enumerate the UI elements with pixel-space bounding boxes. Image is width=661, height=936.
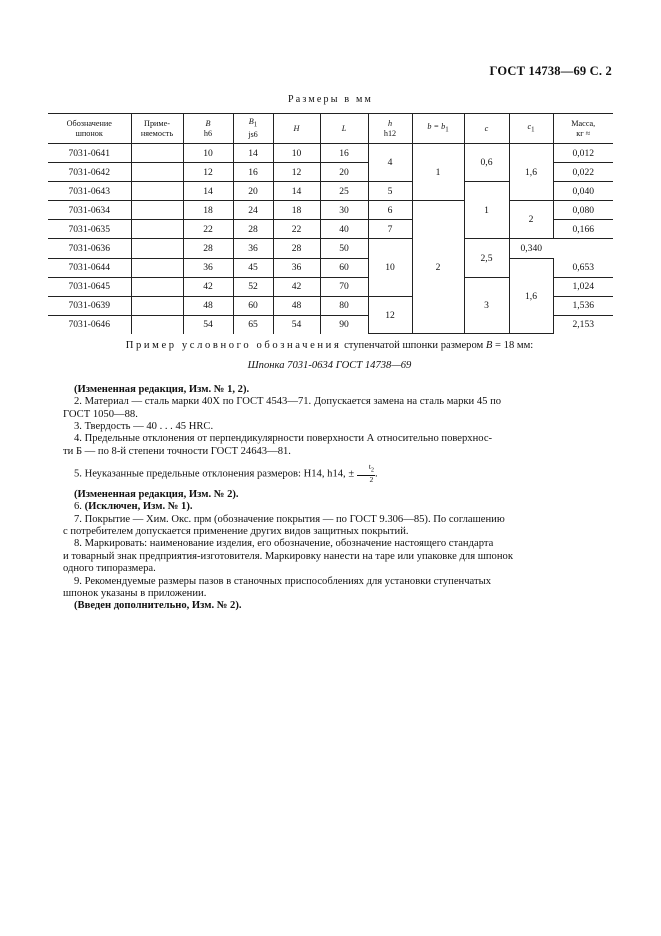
cell-h-large: 14	[273, 182, 320, 201]
paragraph-9: 9. Рекомендуемые размеры пазов в станочных приспособлениях для установки ступенчатых	[74, 575, 492, 587]
cell-h-large: 54	[273, 315, 320, 334]
cell-b1: 65	[233, 315, 273, 334]
paragraph-3: 3. Твердость — 40 . . . 45 HRC.	[74, 421, 214, 433]
paragraph-5: 5. Неуказанные предельные отклонения размеров: H14, h14, ± $\frac{t_2}{2}$ .	[74, 462, 378, 484]
cell-b: 48	[183, 296, 233, 315]
cell-h-large: 18	[273, 201, 320, 220]
cell-applicability	[131, 239, 183, 258]
cell-mass: 0,012	[553, 144, 613, 163]
cell-designation: 7031-0641	[48, 144, 131, 163]
col-header-h-large: H	[273, 114, 320, 144]
cell-c1: 1,6	[509, 144, 553, 201]
paragraph-4: 4. Предельные отклонения от перпендикулярности поверхности А относительно поверхнос-	[74, 433, 493, 445]
cell-l: 70	[320, 277, 368, 296]
cell-mass: 0,080	[553, 201, 613, 220]
cell-b1: 20	[233, 182, 273, 201]
cell-applicability	[131, 258, 183, 277]
tolerance-fraction: $\frac{t_2}{2}$	[357, 463, 375, 484]
col-header-applicability: Приме- няемость	[131, 114, 183, 144]
paragraph-2-cont: ГОСТ 1050—88.	[63, 408, 138, 420]
cell-b: 28	[183, 239, 233, 258]
cell-b: 10	[183, 144, 233, 163]
cell-h-large: 12	[273, 163, 320, 182]
designation-example: Пример условного обозначения ступенчатой шпонки размером B = 18 мм:	[125, 340, 534, 351]
cell-b1: 14	[233, 144, 273, 163]
cell-designation: 7031-0646	[68, 319, 111, 331]
cell-mass: 0,022	[553, 163, 613, 182]
paragraph-6: 6. (Исключен, Изм. № 1).	[74, 501, 193, 513]
paragraph-7-cont: с потребителем допускается применение других видов защитных покрытий.	[63, 525, 409, 537]
cell-mass: 0,653	[553, 258, 613, 277]
cell-b: 18	[183, 201, 233, 220]
cell-h-large: 42	[273, 277, 320, 296]
paragraph-4-cont: ти Б — по 8-й степени точности ГОСТ 24643—81.	[63, 445, 291, 457]
cell-l: 40	[320, 220, 368, 239]
cell-b: 22	[183, 220, 233, 239]
paragraph-8: 8. Маркировать: наименование изделия, его обозначение, обозначение настоящего стандарта	[74, 538, 494, 550]
cell-l: 25	[320, 182, 368, 201]
cell-h-large: 10	[273, 144, 320, 163]
cell-mass: 0,166	[553, 220, 613, 239]
cell-designation: 7031-0642	[48, 163, 131, 182]
cell-h-small: 7	[368, 220, 412, 239]
cell-l: 60	[320, 258, 368, 277]
table-row	[48, 258, 613, 277]
cell-mass: 0,040	[553, 182, 613, 201]
table-header-row	[48, 114, 613, 144]
cell-applicability	[131, 144, 183, 163]
page-header: ГОСТ 14738—69 С. 2	[489, 64, 612, 78]
cell-b: 36	[183, 258, 233, 277]
cell-h-large: 48	[273, 296, 320, 315]
dimensions-table	[48, 113, 613, 334]
cell-h-small: 6	[368, 201, 412, 220]
cell-applicability	[131, 296, 183, 315]
cell-applicability	[131, 315, 183, 334]
cell-b1: 52	[233, 277, 273, 296]
cell-applicability	[131, 277, 183, 296]
cell-h-small: 12	[368, 296, 412, 334]
cell-l: 16	[320, 144, 368, 163]
table-caption: Размеры в мм	[287, 94, 374, 105]
cell-designation: 7031-0634	[48, 201, 131, 220]
document-body	[63, 340, 611, 613]
cell-c1: 2	[509, 201, 553, 239]
cell-mass: 0,340	[509, 239, 553, 258]
col-header-designation: Обозначение шпонок	[48, 114, 131, 144]
col-header-h-small: h h12	[368, 114, 412, 144]
cell-mass: 2,153	[553, 315, 613, 334]
cell-designation: 7031-0645	[48, 277, 131, 296]
cell-c: 1,6	[509, 258, 553, 334]
cell-designation: 7031-0643	[48, 182, 131, 201]
table-row	[48, 239, 613, 258]
cell-b-eq-b1: 2	[412, 201, 464, 334]
cell-h-small: 5	[368, 182, 412, 201]
cell-b1: 45	[233, 258, 273, 277]
col-header-b1: $B_1$ js6	[233, 114, 273, 144]
paragraph-2: 2. Материал — сталь марки 40Х по ГОСТ 4543—71. Допускается замена на сталь марки 45 по	[74, 396, 502, 408]
cell-b: 42	[183, 277, 233, 296]
cell-designation: 7031-0644	[48, 258, 131, 277]
paragraph-8-cont2: одного типоразмера.	[63, 563, 156, 575]
cell-designation: 7031-0636	[48, 239, 131, 258]
cell-c: 1	[464, 182, 509, 239]
col-header-c: c	[464, 114, 509, 144]
revision-note: (Введен дополнительно, Изм. № 2).	[74, 600, 242, 612]
cell-applicability	[131, 201, 183, 220]
table-row	[48, 144, 613, 163]
cell-c: 0,6	[464, 144, 509, 182]
cell-l: 20	[320, 163, 368, 182]
table-row	[48, 201, 613, 220]
designation-formula: Шпонка 7031-0634 ГОСТ 14738—69	[247, 360, 412, 372]
cell-l: 30	[320, 201, 368, 220]
paragraph-7: 7. Покрытие — Хим. Окс. прм (обозначение покрытия — по ГОСТ 9.306—85). По соглашению	[74, 513, 505, 525]
cell-b-eq-b1: 1	[412, 144, 464, 201]
cell-l: 80	[320, 296, 368, 315]
cell-mass: 1,536	[553, 296, 613, 315]
col-header-b-eq-b1: $b = b_1$	[412, 114, 464, 144]
cell-applicability	[131, 220, 183, 239]
cell-applicability	[131, 163, 183, 182]
cell-h-large: 36	[273, 258, 320, 277]
cell-mass: 1,024	[553, 277, 613, 296]
cell-b1: 28	[233, 220, 273, 239]
cell-h-large: 22	[273, 220, 320, 239]
col-header-c1: $c_1$	[509, 114, 553, 144]
paragraph-8-cont: и товарный знак предприятия-изготовителя. Маркировку нанести на таре или упаковке для шпонок	[63, 550, 513, 562]
cell-l: 90	[320, 315, 368, 334]
cell-b1: 16	[233, 163, 273, 182]
cell-h-large: 28	[273, 239, 320, 258]
cell-l: 50	[320, 239, 368, 258]
col-header-b: B h6	[183, 114, 233, 144]
cell-b1: 60	[233, 296, 273, 315]
cell-designation: 7031-0639	[48, 296, 131, 315]
col-header-mass: Масса, кг ≈	[553, 114, 613, 144]
paragraph-9-cont: шпонок указаны в приложении.	[63, 588, 207, 599]
cell-h-small: 4	[368, 144, 412, 182]
revision-note: (Измененная редакция, Изм. № 2).	[74, 488, 239, 500]
cell-b1: 36	[233, 239, 273, 258]
cell-c1: 2,5	[464, 239, 509, 277]
cell-h-small: 10	[368, 239, 412, 296]
cell-b: 54	[183, 315, 233, 334]
col-header-l: L	[320, 114, 368, 144]
cell-applicability	[131, 182, 183, 201]
cell-b: 14	[183, 182, 233, 201]
cell-b1: 24	[233, 201, 273, 220]
cell-c1: 3	[464, 277, 509, 334]
cell-designation: 7031-0635	[48, 220, 131, 239]
cell-b: 12	[183, 163, 233, 182]
revision-note: (Измененная редакция, Изм. № 1, 2).	[74, 383, 250, 395]
